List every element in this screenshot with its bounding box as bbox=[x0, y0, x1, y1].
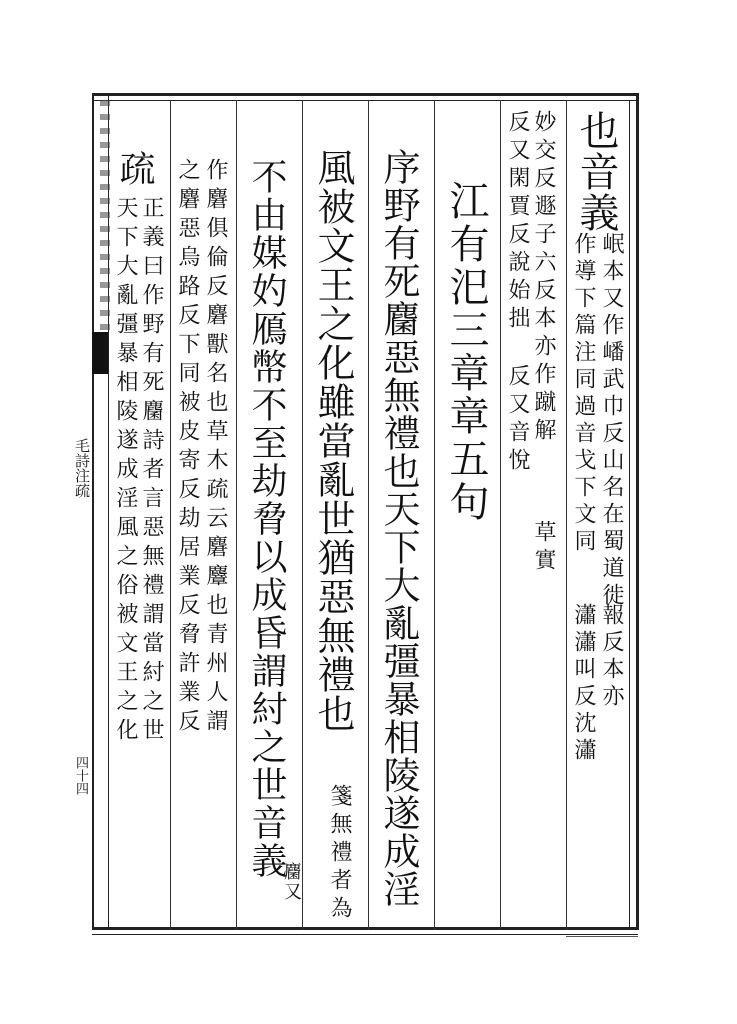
fold-book-title: 毛詩注疏 bbox=[73, 438, 91, 498]
column-2-note-right: 妙交反遯 bbox=[531, 110, 556, 222]
bottom-edge-mark bbox=[566, 936, 638, 937]
column-divider bbox=[236, 100, 237, 930]
column-1-note-left-cont: 注同過音戈下文同 bbox=[571, 340, 596, 556]
column-5-note: 箋無禮者為 bbox=[327, 784, 352, 924]
column-8-shu-marker: 疏 bbox=[114, 150, 155, 187]
column-divider bbox=[170, 100, 171, 930]
column-divider bbox=[434, 100, 435, 930]
column-1-note-right: 岷本又作 bbox=[599, 232, 624, 340]
column-8-note-right: 正義曰作野有死麕詩者言惡無禮謂當紂之世 bbox=[139, 196, 164, 747]
column-divider bbox=[302, 100, 303, 930]
frame-bottom-border bbox=[92, 927, 638, 930]
frame-right-border bbox=[636, 93, 639, 930]
column-1-note-right-end: 報反本亦 bbox=[599, 603, 624, 711]
frame-right-inner-border bbox=[629, 100, 630, 930]
fold-page-number: 四十四 bbox=[73, 756, 88, 795]
column-2-note-right-end: 草實 bbox=[531, 520, 556, 576]
column-divider bbox=[500, 100, 501, 930]
column-1-main-text: 也音義 bbox=[573, 110, 619, 233]
fold-fishtail-mark bbox=[92, 332, 108, 374]
fold-cropped-text bbox=[100, 100, 110, 330]
column-7-note-left: 之麏惡烏路反下同被皮寄反劫居業反脅許業反 bbox=[175, 158, 200, 738]
frame-top-inner-border bbox=[92, 100, 638, 101]
column-8-note-left: 天下大亂彊暴相陵遂成淫風之俗被文王之化 bbox=[113, 196, 138, 747]
column-divider bbox=[566, 100, 567, 930]
frame-top-border bbox=[92, 93, 638, 96]
column-4-main-text: 序野有死麕惡無禮也天下大亂彊暴相陵遂成淫 bbox=[377, 148, 420, 908]
column-5-main-text: 風被文王之化雖當亂世猶惡無禮也 bbox=[311, 148, 355, 733]
column-1-note-left-end: 瀟瀟叫反沈瀟 bbox=[571, 603, 596, 765]
column-3-chapter-heading: 江有汜三章章五句 bbox=[443, 180, 489, 524]
column-6-main-text: 不由媒妁鴈幣不至劫脅以成昏謂紂之世音義 bbox=[246, 158, 287, 880]
frame-bottom-inner-border bbox=[92, 934, 638, 935]
column-1-note-left: 作導下篇 bbox=[571, 232, 596, 340]
column-2-note-left: 反又閑賈反說始拙 bbox=[505, 110, 530, 334]
column-2-note-right-cont: 子六反本亦作蹴解 bbox=[531, 222, 556, 446]
column-6-note: 麕又 bbox=[281, 862, 302, 902]
column-divider bbox=[368, 100, 369, 930]
column-7-note-right: 作麏俱倫反麏獸名也草木疏云麏麞也青州人謂 bbox=[203, 158, 228, 738]
frame-left-border bbox=[92, 93, 94, 930]
column-1-note-right-cont: 嶓武巾反山名在蜀道徙 bbox=[599, 340, 624, 610]
column-2-note-left-end: 反又音悅 bbox=[505, 364, 530, 476]
